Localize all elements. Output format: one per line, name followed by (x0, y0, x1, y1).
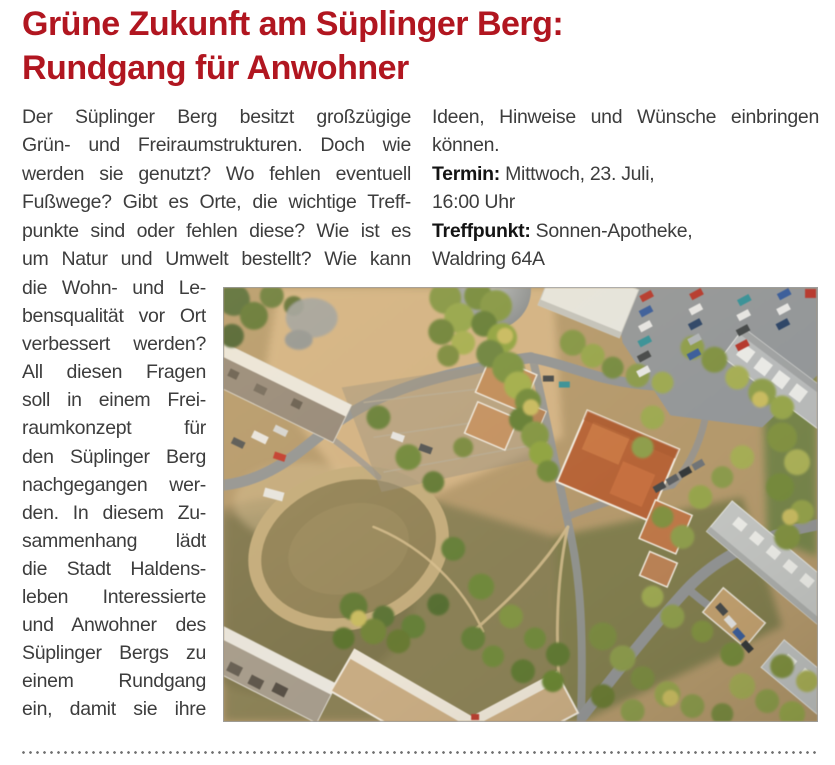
treffpunkt-address: Waldring 64A (432, 247, 545, 270)
intro-column (22, 103, 411, 273)
wrap-column (22, 274, 206, 724)
photo-light-overlay (224, 288, 817, 721)
treffpunkt-label: Treffpunkt: (432, 219, 531, 242)
wrap-line: verbessert werden? (22, 333, 206, 356)
page-title-line1: Grüne Zukunft am Süplinger Berg: (22, 5, 564, 43)
treffpunkt-value: Sonnen-Apotheke, (535, 219, 693, 242)
info-line: können. (432, 134, 500, 157)
intro-line: punkte sind oder fehlen diese? Wie ist es (22, 219, 411, 242)
intro-line: Der Süplinger Berg besitzt großzügige (22, 106, 411, 128)
wrap-line: bensqualität vor Ort (22, 305, 206, 328)
termin-value: Mittwoch, 23. Juli, (505, 162, 655, 185)
page-title-line2: Rundgang für Anwohner (22, 49, 409, 87)
intro-line: werden sie genutzt? Wo fehlen eventuell (22, 162, 411, 185)
wrap-line: All diesen Fragen (22, 361, 206, 384)
wrap-line: die Wohn- und Le- (22, 277, 206, 299)
termin-line (432, 160, 819, 188)
termin-time: 16:00 Uhr (432, 191, 515, 214)
aerial-photo (223, 287, 818, 722)
termin-label: Termin: (432, 162, 500, 185)
wrap-line: sammenhang lädt (22, 529, 206, 552)
wrap-line: die Stadt Haldens- (22, 557, 206, 580)
wrap-line: ein, damit sie ihre (22, 698, 206, 721)
wrap-line: leben Interessierte (22, 586, 206, 609)
wrap-line: nachgegangen wer- (22, 473, 206, 496)
wrap-line: Süplinger Bergs zu (22, 642, 206, 665)
page-title (22, 2, 812, 90)
intro-line: um Natur und Umwelt bestellt? Wie kann (22, 247, 411, 270)
info-line: Ideen, Hinweise und Wünsche einbringen (432, 106, 819, 128)
wrap-line: einem Rundgang (22, 670, 206, 693)
wrap-line: raumkonzept für (22, 417, 206, 440)
wrap-line: den. In diesem Zu- (22, 501, 206, 524)
treffpunkt-line (432, 217, 819, 245)
dotted-divider (20, 750, 818, 755)
wrap-line: und Anwohner des (22, 614, 206, 637)
info-column (432, 103, 819, 273)
intro-line: Fußwege? Gibt es Orte, die wichtige Treff- (22, 191, 411, 214)
wrap-line: den Süplinger Berg (22, 445, 206, 468)
wrap-line: soll in einem Frei- (22, 389, 206, 412)
intro-line: Grün- und Freiraumstrukturen. Doch wie (22, 134, 411, 157)
